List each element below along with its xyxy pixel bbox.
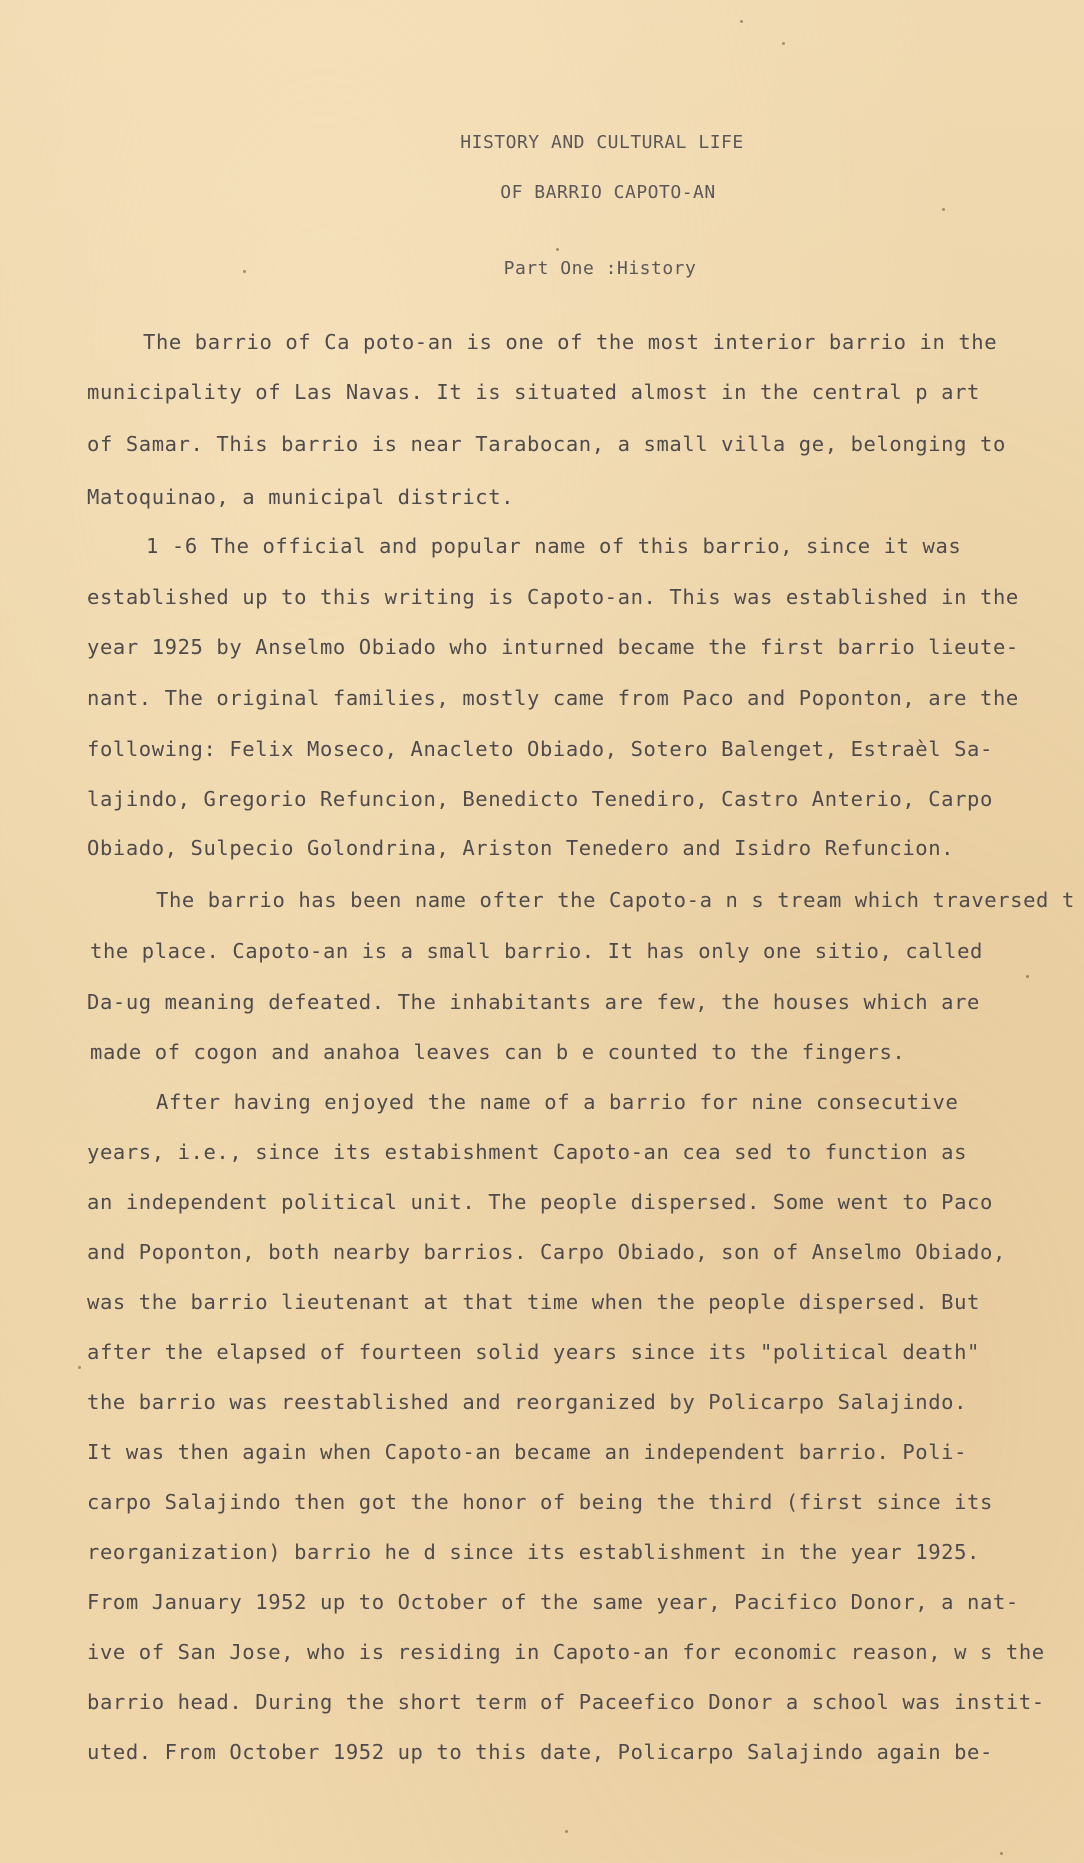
body-line: years, i.e., since its estabishment Capoto-an cea sed to function as: [87, 1140, 968, 1164]
body-line: Obiado, Sulpecio Golondrina, Ariston Tenedero and Isidro Refuncion.: [87, 836, 955, 860]
paper-speck: [1000, 1852, 1003, 1855]
body-line: the place. Capoto-an is a small barrio. It has only one sitio, called: [90, 939, 984, 963]
body-line: Matoquinao, a municipal district.: [87, 485, 515, 509]
body-line: established up to this writing is Capoto-an. This was established in the: [87, 585, 1019, 609]
paper-speck: [243, 270, 246, 273]
paper-speck: [782, 42, 785, 45]
body-line: From January 1952 up to October of the same year, Pacifico Donor, a nat-: [87, 1590, 1019, 1614]
paper-speck: [556, 248, 559, 251]
body-line: 1 -6 The official and popular name of this barrio, since it was: [146, 534, 962, 558]
body-line: Da-ug meaning defeated. The inhabitants are few, the houses which are: [87, 990, 981, 1014]
paper-speck: [78, 1366, 81, 1369]
body-line: reorganization) barrio he d since its establishment in the year 1925.: [87, 1540, 981, 1564]
paper-speck: [942, 208, 945, 211]
body-line: was the barrio lieutenant at that time when the people dispersed. But: [87, 1290, 981, 1314]
section-heading: Part One :History: [503, 258, 697, 279]
body-line: after the elapsed of fourteen solid years since its "political death": [87, 1340, 981, 1364]
body-line: The barrio has been name ofter the Capoto-a n s tream which traversed t: [156, 888, 1075, 912]
paper-speck: [565, 1830, 568, 1833]
body-line: nant. The original families, mostly came from Paco and Poponton, are the: [87, 686, 1019, 710]
body-line: ive of San Jose, who is residing in Capoto-an for economic reason, w s the: [87, 1640, 1045, 1664]
paper-speck: [1026, 975, 1029, 978]
body-line: made of cogon and anahoa leaves can b e counted to the fingers.: [90, 1040, 906, 1064]
body-line: an independent political unit. The people dispersed. Some went to Paco: [87, 1190, 993, 1214]
body-line: lajindo, Gregorio Refuncion, Benedicto Tenediro, Castro Anterio, Carpo: [87, 787, 993, 811]
body-line: uted. From October 1952 up to this date, Policarpo Salajindo again be-: [87, 1740, 993, 1764]
body-line: barrio head. During the short term of Paceefico Donor a school was instit-: [87, 1690, 1045, 1714]
body-line: and Poponton, both nearby barrios. Carpo Obiado, son of Anselmo Obiado,: [87, 1240, 1006, 1264]
body-line: municipality of Las Navas. It is situated almost in the central p art: [87, 380, 981, 404]
body-line: It was then again when Capoto-an became an independent barrio. Poli-: [87, 1440, 968, 1464]
document-title: HISTORY AND CULTURAL LIFE: [460, 132, 744, 153]
body-line: year 1925 by Anselmo Obiado who inturned became the first barrio lieute-: [87, 635, 1019, 659]
body-line: The barrio of Ca poto-an is one of the most interior barrio in the: [143, 330, 998, 354]
body-line: following: Felix Moseco, Anacleto Obiado, Sotero Balenget, Estraèl Sa-: [87, 737, 993, 761]
document-title-barrio: OF BARRIO CAPOTO-AN: [500, 182, 716, 203]
body-line: carpo Salajindo then got the honor of being the third (first since its: [87, 1490, 993, 1514]
body-line: of Samar. This barrio is near Tarabocan, a small villa ge, belonging to: [87, 432, 1006, 456]
paper-speck: [740, 20, 743, 23]
body-line: After having enjoyed the name of a barrio for nine consecutive: [156, 1090, 959, 1114]
body-line: the barrio was reestablished and reorganized by Policarpo Salajindo.: [87, 1390, 968, 1414]
